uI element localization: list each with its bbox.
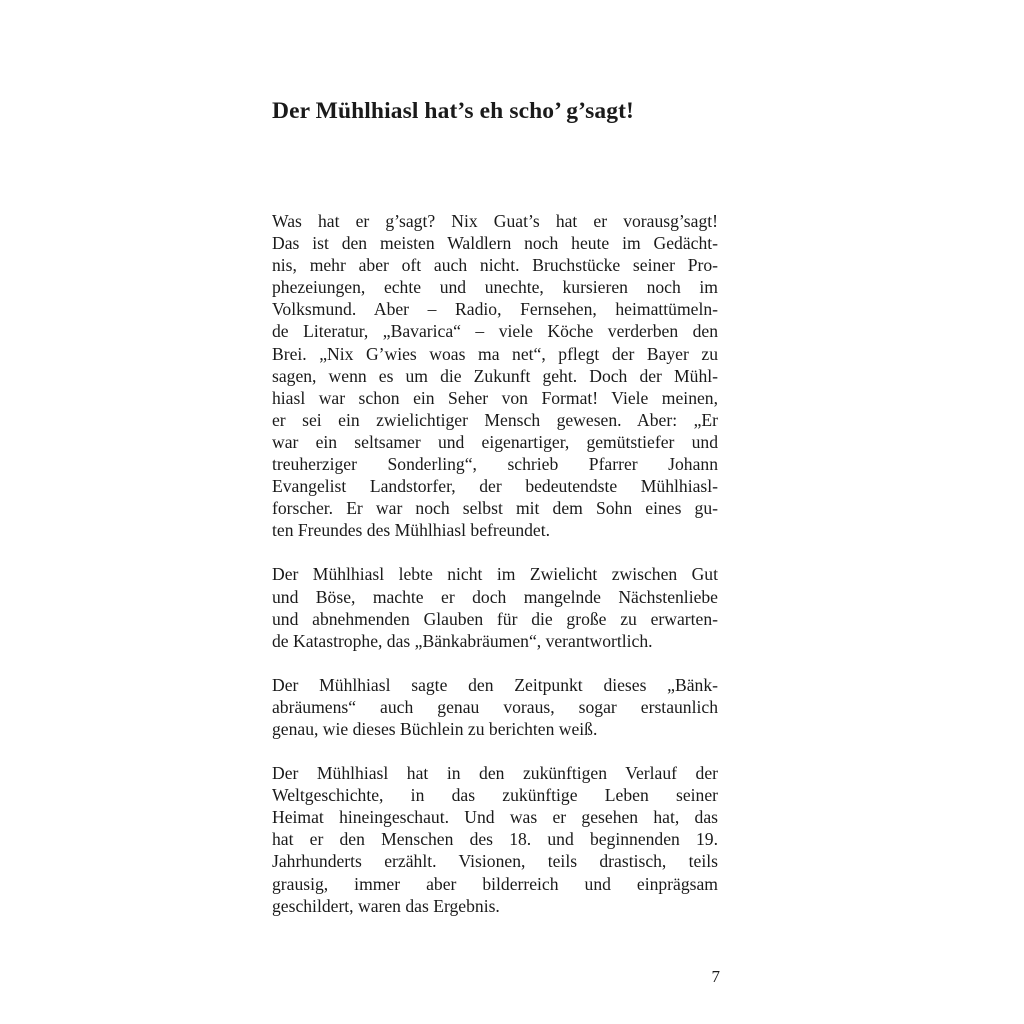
text-line: de Literatur, „Bavarica“ – viele Köche verderben den <box>272 321 718 342</box>
text-line: Weltgeschichte, in das zukünftige Leben seiner <box>272 785 718 806</box>
text-line: Der Mühlhiasl sagte den Zeitpunkt dieses „Bänk- <box>272 674 718 695</box>
text-line: hiasl war schon ein Seher von Format! Viele meinen, <box>272 387 718 408</box>
text-line: Der Mühlhiasl hat in den zukünftigen Verlauf der <box>272 763 718 784</box>
text-line: Brei. „Nix G’wies woas ma net“, pflegt der Bayer zu <box>272 343 718 364</box>
text-line: nis, mehr aber oft auch nicht. Bruchstücke seiner Pro- <box>272 255 718 276</box>
text-line: Evangelist Landstorfer, der bedeutendste Mühlhiasl- <box>272 476 718 497</box>
text-line: abräumens“ auch genau voraus, sogar erstaunlich <box>272 696 718 717</box>
text-line: Was hat er g’sagt? Nix Guat’s hat er vorausg’sagt! <box>272 211 718 231</box>
text-line: hat er den Menschen des 18. und beginnenden 19. <box>272 829 718 850</box>
text-line: Volksmund. Aber – Radio, Fernsehen, heimattümeln- <box>272 299 718 320</box>
text-line: und Böse, machte er doch mangelnde Nächstenliebe <box>272 586 718 607</box>
text-line: Der Mühlhiasl lebte nicht im Zwielicht zwischen Gut <box>272 564 718 585</box>
text-line: er sei ein zwielichtiger Mensch gewesen. Aber: „Er <box>272 409 718 430</box>
text-line: Jahrhunderts erzählt. Visionen, teils drastisch, teils <box>272 851 718 872</box>
chapter-title: Der Mühlhiasl hat’s eh scho’ g’sagt! <box>272 98 634 124</box>
text-line: sagen, wenn es um die Zukunft geht. Doch der Mühl- <box>272 365 718 386</box>
text-line: geschildert, waren das Ergebnis. <box>272 895 500 916</box>
text-line: und abnehmenden Glauben für die große zu erwarten- <box>272 608 718 629</box>
body-paragraph <box>272 563 718 651</box>
text-line: Das ist den meisten Waldlern noch heute im Gedächt- <box>272 233 718 254</box>
body-paragraph <box>272 762 718 917</box>
text-line: de Katastrophe, das „Bänkabräumen“, verantwortlich. <box>272 630 653 651</box>
text-line: Heimat hineingeschaut. Und was er gesehen hat, das <box>272 807 718 828</box>
text-line: war ein seltsamer und eigenartiger, gemütstiefer und <box>272 431 718 452</box>
body-paragraph <box>272 674 718 740</box>
body-text <box>272 210 718 939</box>
text-line: genau, wie dieses Büchlein zu berichten weiß. <box>272 718 598 739</box>
text-line: ten Freundes des Mühlhiasl befreundet. <box>272 520 551 541</box>
page-number: 7 <box>711 967 720 986</box>
text-line: phezeiungen, echte und unechte, kursieren noch im <box>272 277 718 298</box>
body-paragraph <box>272 210 718 541</box>
text-line: forscher. Er war noch selbst mit dem Sohn eines gu- <box>272 498 718 519</box>
text-line: treuherziger Sonderling“, schrieb Pfarrer Johann <box>272 454 718 475</box>
text-line: grausig, immer aber bilderreich und einprägsam <box>272 873 718 894</box>
